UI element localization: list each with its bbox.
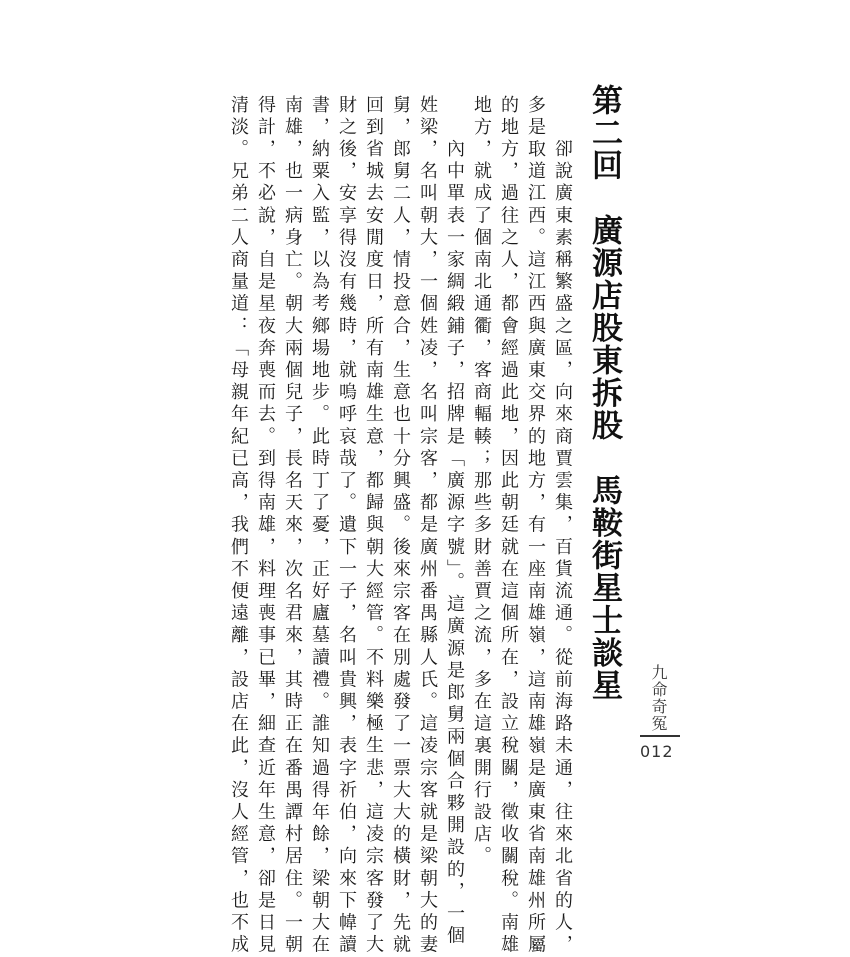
body-column-1: 卻說廣東素稱繁盛之區，向來商賈雲集，百貨流通。從前海路未通，往來北省的人， [552, 95, 573, 957]
body-column-3: 的地方，過往之人，都會經過此地，因此朝廷就在這個所在，設立稅關，徵收關稅。南雄 [498, 95, 519, 957]
body-column-10: 書，納粟入監，以為考鄉場地步。此時丁了憂，正好廬墓讀禮。誰知過得年餘，梁朝大在 [309, 95, 330, 957]
footer-rule [640, 735, 680, 737]
chapter-title: 第二回 廣源店股東拆股 馬鞍街星士談星 [586, 84, 622, 702]
body-column-11: 南雄，也一病身亡。朝大兩個兒子，長名天來，次名君來，其時正在番禺譚村居住。一朝 [282, 95, 303, 957]
body-column-5: 內中單表一家綢緞鋪子，招牌是「廣源字號」。這廣源是郎舅兩個合夥開設的，一個 [444, 95, 465, 948]
running-book-title: 九命奇冤 [649, 664, 668, 732]
body-column-13: 清淡。兄弟二人商量道：「母親年紀已高，我們不便遠離，設店在此，沒人經管，也不成 [228, 95, 249, 957]
body-column-8: 回到省城去安閒度日，所有南雄生意，都歸與朝大經管。不料樂極生悲，這凌宗客發了大 [363, 95, 384, 957]
body-column-4: 地方，就成了個南北通衢，客商輻輳；那些多財善賈之流，多在這裏開行設店。 [471, 95, 492, 869]
body-column-2: 多是取道江西。這江西與廣東交界的地方，有一座南雄嶺，這南雄嶺是廣東省南雄州所屬 [525, 95, 546, 957]
body-column-6: 姓梁，名叫朝大，一個姓凌，名叫宗客，都是廣州番禺縣人氏。這凌宗客就是梁朝大的妻 [417, 95, 438, 957]
page-number: 012 [640, 742, 674, 761]
body-column-9: 財之後，安享得沒有幾時，就嗚呼哀哉了。遺下一子，名叫貴興，表字祈伯，向來下幃讀 [336, 95, 357, 957]
body-column-12: 得計，不必說，自是星夜奔喪而去。到得南雄，料理喪事已畢，細查近年生意，卻是日見 [255, 95, 276, 957]
body-column-7: 舅，郎舅二人，情投意合，生意也十分興盛。後來宗客在別處發了一票大大的橫財，先就 [390, 95, 411, 957]
